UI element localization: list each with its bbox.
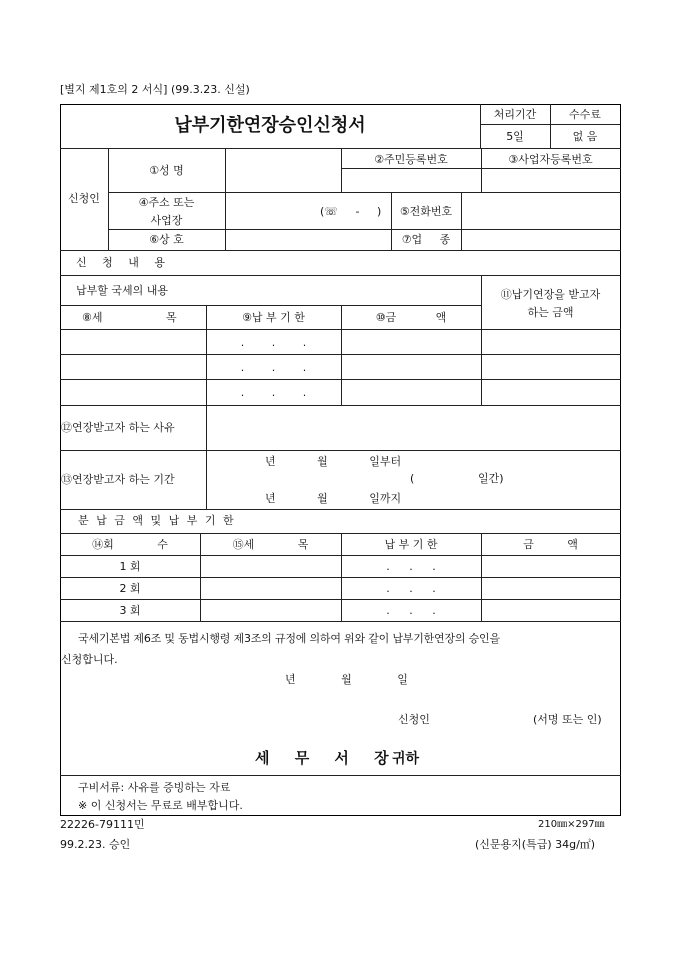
- divider: [60, 250, 621, 251]
- divider: [341, 168, 621, 169]
- installment-row-2: 2 회: [119, 582, 141, 595]
- period-from: 년 월 일부터: [265, 455, 402, 468]
- installment-item-header: ⑮세 목: [232, 538, 309, 551]
- address-label-2: 사업장: [150, 214, 183, 227]
- divider: [60, 775, 621, 776]
- divider: [60, 354, 621, 355]
- reason-label: ⑫연장받고자 하는 사유: [61, 421, 175, 434]
- processing-period-label: 처리기간: [493, 108, 537, 121]
- divider: [60, 555, 621, 556]
- required-documents-note: 구비서류: 사유를 증빙하는 자료: [78, 781, 231, 794]
- frame-left: [60, 104, 61, 816]
- amount-header: ⑩금 액: [375, 311, 447, 324]
- brn-label: ③사업자등록번호: [508, 153, 593, 166]
- divider: [60, 509, 621, 510]
- date-line: 년 월 일: [285, 673, 408, 686]
- tax-deadline-1: . . .: [240, 336, 307, 349]
- phone-label: ⑤전화번호: [399, 205, 453, 218]
- installment-row-3: 3 회: [119, 604, 141, 617]
- installment-amount-header: 금 액: [523, 538, 578, 551]
- period-to: 년 월 일까지: [265, 492, 402, 505]
- divider: [108, 229, 621, 230]
- fee-value: 없 음: [572, 130, 598, 143]
- form-header-note: [별지 제1호의 2 서식] (99.3.23. 신설): [60, 83, 250, 96]
- divider: [60, 599, 621, 600]
- rrn-label: ②주민등록번호: [374, 153, 448, 166]
- fee-label: 수수료: [569, 108, 601, 121]
- frame-top: [60, 104, 621, 105]
- divider: [60, 305, 481, 306]
- extension-amount-label-2: 하는 금액: [527, 306, 574, 319]
- frame-bottom: [60, 815, 621, 816]
- addressee: 세 무 서 장: [255, 749, 399, 767]
- installment-deadline-3: . . .: [386, 604, 436, 617]
- period-days-open: (: [410, 472, 415, 485]
- tax-deadline-2: . . .: [240, 361, 307, 374]
- statement-line-1: 국세기본법 제6조 및 동법시행령 제3조의 규정에 의하여 위와 같이 납부기한연장의 승인을: [78, 632, 500, 645]
- installment-deadline-1: . . .: [386, 560, 436, 573]
- approval-date: 99.2.23. 승인: [60, 838, 131, 851]
- divider: [461, 192, 462, 250]
- tax-item-header: ⑧세 목: [82, 311, 177, 324]
- divider: [60, 405, 621, 406]
- applicant-sign-label: 신청인: [398, 713, 430, 726]
- installment-deadline-header: 납 부 기 한: [384, 538, 438, 551]
- divider: [60, 450, 621, 451]
- sign-hint: (서명 또는 인): [533, 713, 602, 726]
- address-label: ④주소 또는: [138, 196, 195, 209]
- installment-row-1: 1 회: [119, 560, 141, 573]
- divider: [60, 577, 621, 578]
- applicant-section-label: 신청인: [68, 192, 100, 205]
- divider: [225, 148, 226, 250]
- tax-content-label: 납부할 국세의 내용: [76, 284, 169, 297]
- trade-name-label: ⑥상 호: [149, 233, 184, 246]
- extension-amount-label: ⑪납기연장을 받고자: [500, 288, 601, 301]
- paper-size: 210㎜×297㎜: [538, 819, 605, 830]
- name-label: ①성 명: [149, 164, 184, 177]
- period-label: ⑬연장받고자 하는 기간: [61, 473, 175, 486]
- divider: [60, 329, 621, 330]
- request-section-label: 신 청 내 용: [76, 256, 165, 269]
- divider: [480, 124, 620, 125]
- form-number: 22226-79111민: [60, 818, 145, 831]
- divider: [206, 405, 207, 509]
- divider: [108, 192, 621, 193]
- period-days-close: 일간): [478, 472, 504, 485]
- divider: [60, 275, 621, 276]
- installment-count-header: ⑭회 수: [92, 538, 168, 551]
- business-type-label: ⑦업 종: [401, 233, 451, 246]
- frame-right: [620, 104, 621, 816]
- installment-section-label: 분 납 금 액 및 납 부 기 한: [78, 514, 234, 527]
- addressee-suffix: 귀하: [392, 751, 420, 767]
- installment-deadline-2: . . .: [386, 582, 436, 595]
- processing-period-value: 5일: [506, 130, 524, 143]
- paper-spec: (신문용지(특급) 34g/㎡): [475, 838, 596, 851]
- deadline-header: ⑨납 부 기 한: [242, 311, 305, 324]
- divider: [60, 621, 621, 622]
- form-title: 납부기한연장승인신청서: [174, 115, 366, 136]
- tax-deadline-3: . . .: [240, 386, 307, 399]
- phone-area-code: (☏ - ): [320, 205, 382, 218]
- statement-line-2: 신청합니다.: [61, 653, 118, 666]
- divider: [60, 379, 621, 380]
- free-distribution-note: ※ 이 신청서는 무료로 배부합니다.: [78, 799, 243, 812]
